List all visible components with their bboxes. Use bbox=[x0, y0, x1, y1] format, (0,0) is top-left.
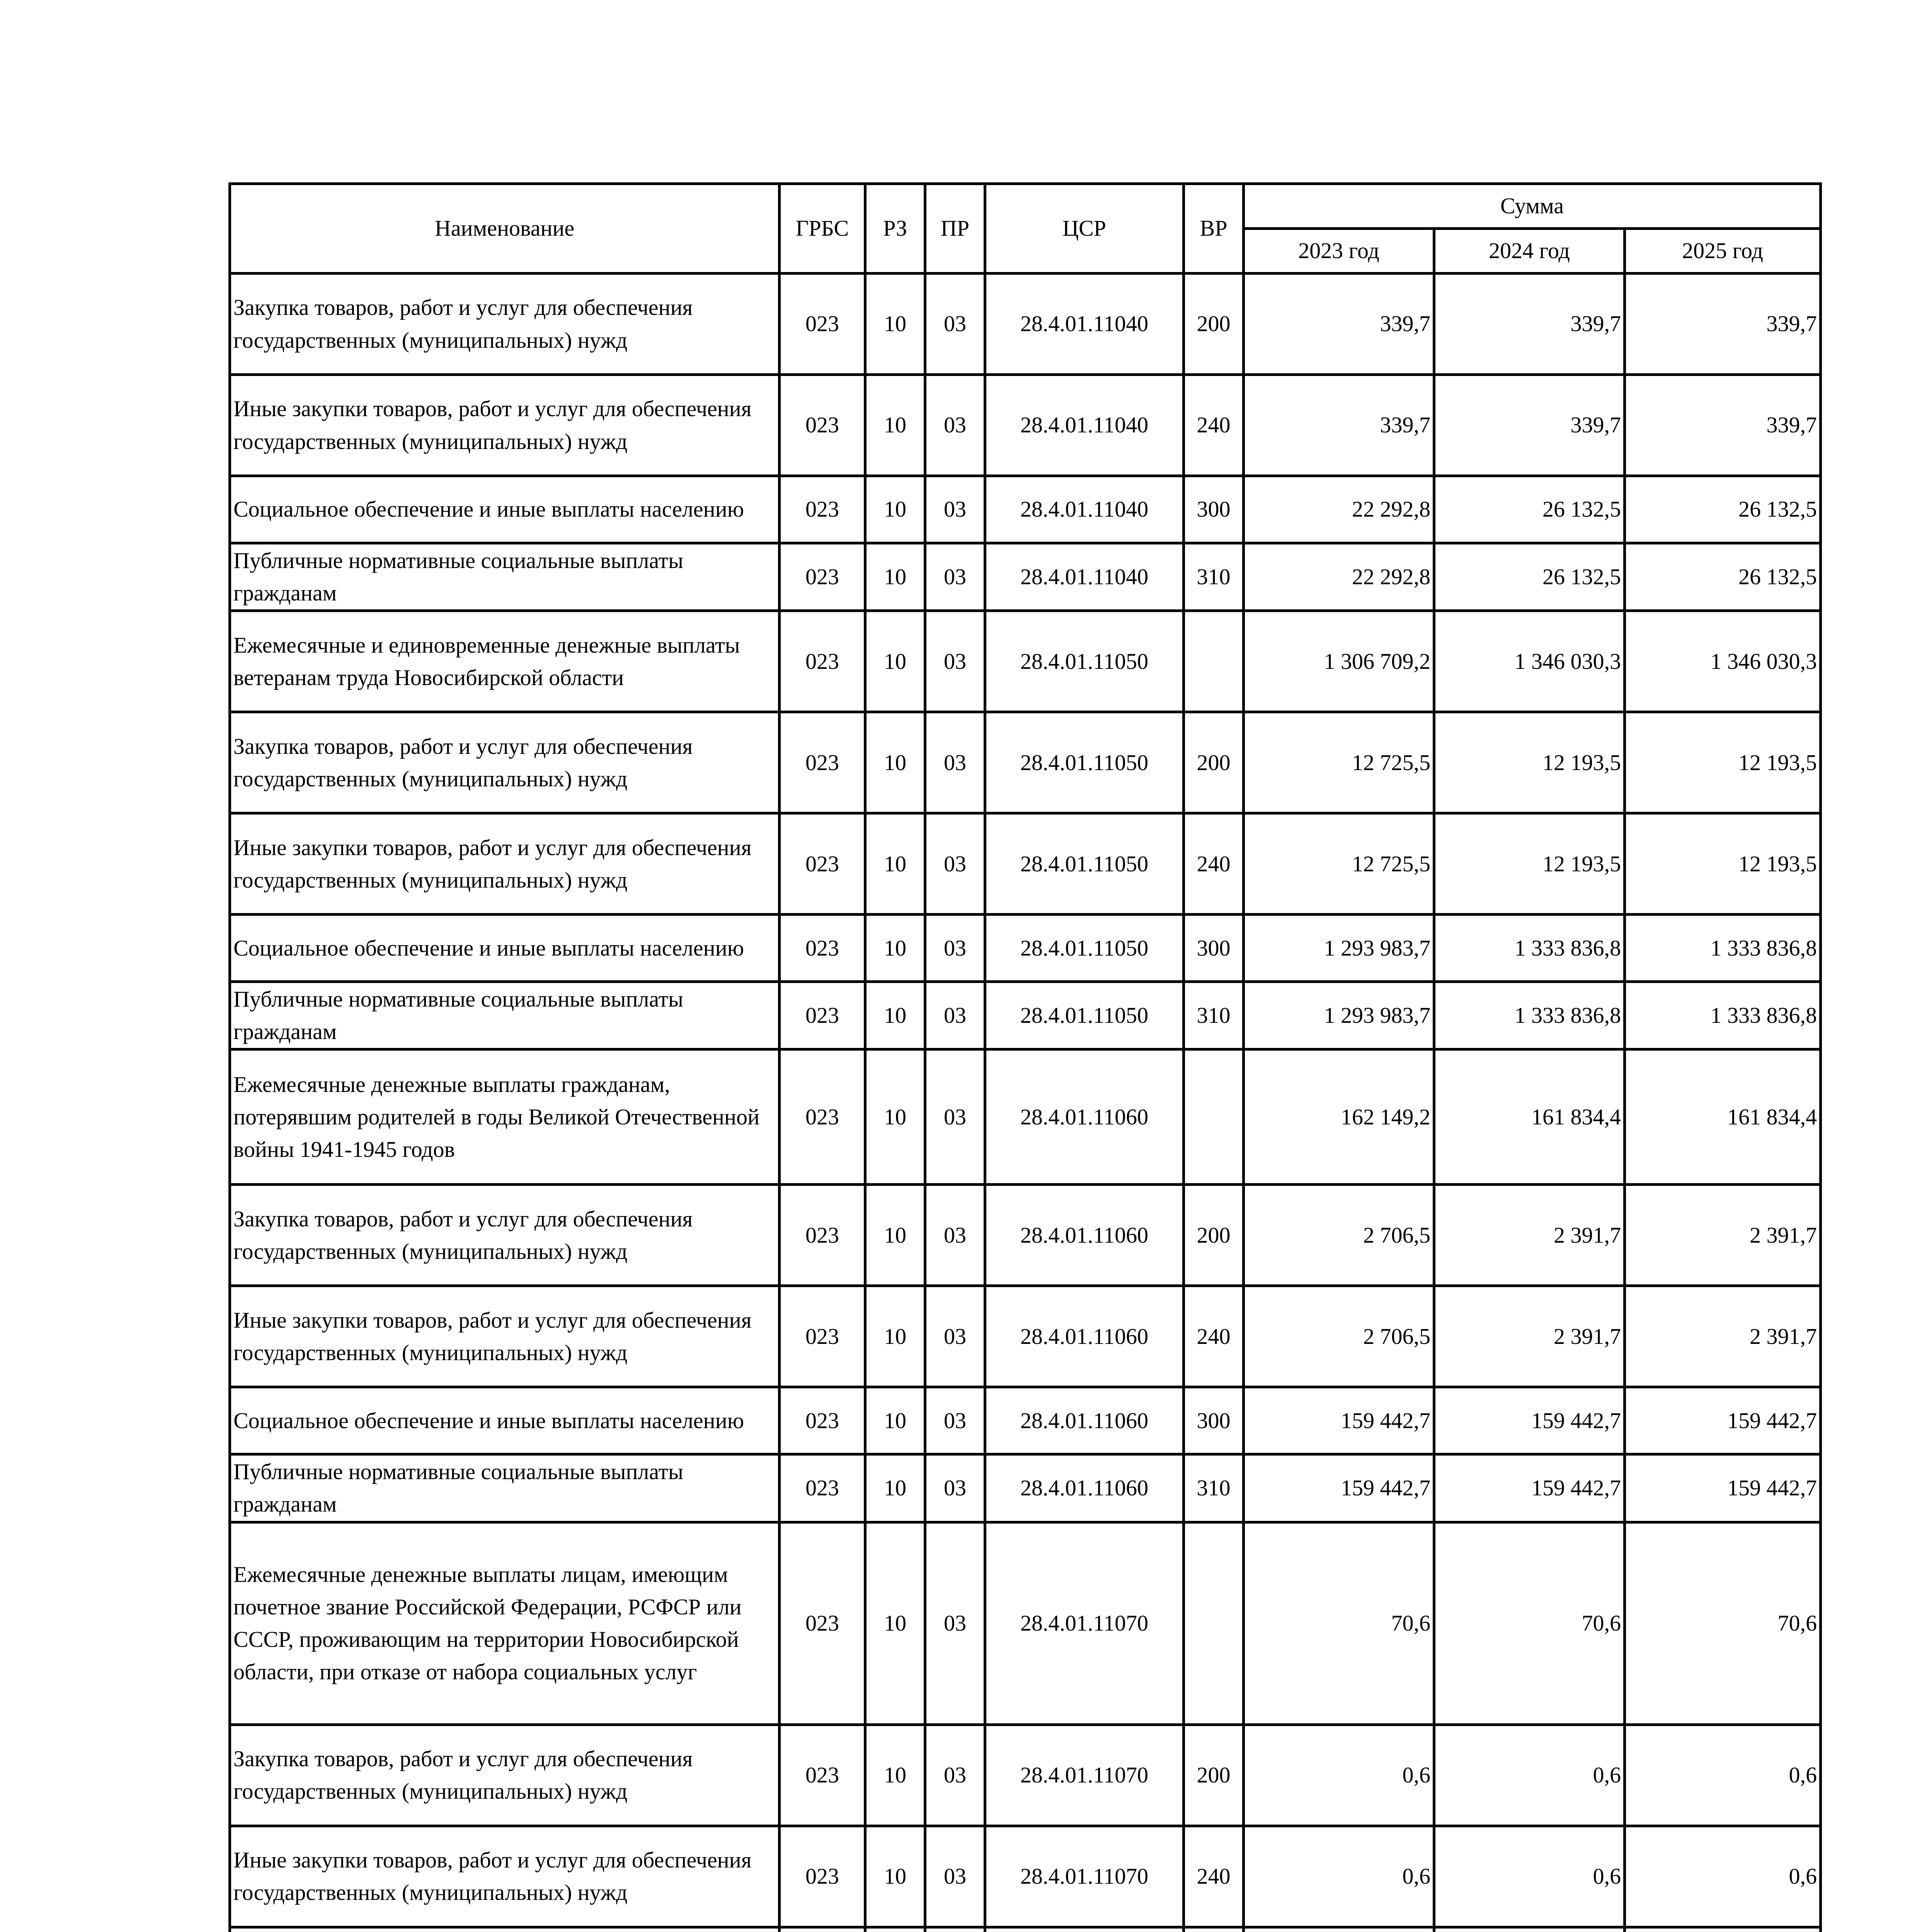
cell-vr bbox=[1184, 1522, 1244, 1725]
cell-rz: 10 bbox=[865, 1387, 925, 1454]
cell-grbs: 023 bbox=[780, 274, 865, 375]
cell-sum-2025: 26 132,5 bbox=[1625, 543, 1821, 611]
cell-sum-2024: 159 442,7 bbox=[1434, 1454, 1625, 1522]
cell-rz bbox=[865, 1927, 925, 1932]
cell-sum-2023: 1 293 983,7 bbox=[1244, 915, 1434, 982]
cell-csr: 28.4.01.11070 bbox=[985, 1826, 1184, 1927]
cell-grbs: 023 bbox=[780, 1387, 865, 1454]
cell-sum-2025: 159 442,7 bbox=[1625, 1387, 1821, 1454]
cell-name: Социальное обеспечение и иные выплаты населению bbox=[230, 1387, 780, 1454]
cell-vr: 200 bbox=[1184, 712, 1244, 813]
cell-sum-2025: 161 834,4 bbox=[1625, 1049, 1821, 1185]
header-sum: Сумма bbox=[1244, 184, 1821, 229]
cell-pr: 03 bbox=[925, 813, 985, 915]
cell-grbs: 023 bbox=[780, 915, 865, 982]
cell-name: Ежемесячные денежные выплаты лицам, имеющим почетное звание Российской Федерации, РСФСР или СССР, проживающим на территории Новосибирской области, при отказе от набора социальных услуг bbox=[230, 1522, 780, 1725]
header-vr: ВР bbox=[1184, 184, 1244, 274]
cell-sum-2023: 339,7 bbox=[1244, 375, 1434, 476]
cell-grbs: 023 bbox=[780, 712, 865, 813]
cell-name bbox=[230, 1927, 780, 1932]
cell-sum-2024: 2 391,7 bbox=[1434, 1286, 1625, 1387]
cell-pr: 03 bbox=[925, 1286, 985, 1387]
header-rz: РЗ bbox=[865, 184, 925, 274]
cell-rz: 10 bbox=[865, 712, 925, 813]
cell-sum-2024: 339,7 bbox=[1434, 274, 1625, 375]
cell-pr: 03 bbox=[925, 982, 985, 1049]
cell-name: Публичные нормативные социальные выплаты гражданам bbox=[230, 543, 780, 611]
cell-grbs: 023 bbox=[780, 1286, 865, 1387]
cell-name: Публичные нормативные социальные выплаты гражданам bbox=[230, 1454, 780, 1522]
cell-vr bbox=[1184, 611, 1244, 712]
table-row bbox=[230, 813, 1821, 915]
cell-sum-2024: 339,7 bbox=[1434, 375, 1625, 476]
cell-rz: 10 bbox=[865, 1185, 925, 1286]
cell-rz: 10 bbox=[865, 1286, 925, 1387]
header-pr: ПР bbox=[925, 184, 985, 274]
cell-sum-2023: 22 292,8 bbox=[1244, 543, 1434, 611]
cell-name: Иные закупки товаров, работ и услуг для обеспечения государственных (муниципальных) нужд bbox=[230, 813, 780, 915]
cell-sum-2025: 1 346 030,3 bbox=[1625, 611, 1821, 712]
cell-grbs: 023 bbox=[780, 1454, 865, 1522]
cell-pr: 03 bbox=[925, 611, 985, 712]
cell-vr: 310 bbox=[1184, 982, 1244, 1049]
table-body bbox=[230, 274, 1821, 1932]
table-row bbox=[230, 1454, 1821, 1522]
cell-rz: 10 bbox=[865, 611, 925, 712]
cell-sum-2024 bbox=[1434, 1927, 1625, 1932]
cell-sum-2024: 161 834,4 bbox=[1434, 1049, 1625, 1185]
cell-sum-2024: 1 346 030,3 bbox=[1434, 611, 1625, 712]
cell-csr: 28.4.01.11050 bbox=[985, 813, 1184, 915]
cell-sum-2024: 159 442,7 bbox=[1434, 1387, 1625, 1454]
cell-sum-2025: 70,6 bbox=[1625, 1522, 1821, 1725]
cell-pr: 03 bbox=[925, 1185, 985, 1286]
cell-csr: 28.4.01.11040 bbox=[985, 375, 1184, 476]
cell-sum-2024: 1 333 836,8 bbox=[1434, 982, 1625, 1049]
cell-rz: 10 bbox=[865, 982, 925, 1049]
table-row bbox=[230, 1927, 1821, 1932]
cell-vr: 240 bbox=[1184, 375, 1244, 476]
cell-csr: 28.4.01.11070 bbox=[985, 1725, 1184, 1826]
table-row bbox=[230, 1725, 1821, 1826]
cell-pr: 03 bbox=[925, 375, 985, 476]
cell-name: Иные закупки товаров, работ и услуг для обеспечения государственных (муниципальных) нужд bbox=[230, 1826, 780, 1927]
cell-vr: 240 bbox=[1184, 1286, 1244, 1387]
header-year-2025: 2025 год bbox=[1625, 229, 1821, 274]
cell-name: Иные закупки товаров, работ и услуг для обеспечения государственных (муниципальных) нужд bbox=[230, 1286, 780, 1387]
cell-sum-2023: 2 706,5 bbox=[1244, 1185, 1434, 1286]
table-row bbox=[230, 1185, 1821, 1286]
cell-sum-2023: 1 306 709,2 bbox=[1244, 611, 1434, 712]
cell-rz: 10 bbox=[865, 476, 925, 543]
header-grbs: ГРБС bbox=[780, 184, 865, 274]
cell-name: Социальное обеспечение и иные выплаты населению bbox=[230, 476, 780, 543]
cell-sum-2023: 339,7 bbox=[1244, 274, 1434, 375]
cell-sum-2025: 1 333 836,8 bbox=[1625, 915, 1821, 982]
cell-name: Закупка товаров, работ и услуг для обеспечения государственных (муниципальных) нужд bbox=[230, 1185, 780, 1286]
cell-vr: 240 bbox=[1184, 1826, 1244, 1927]
cell-sum-2025: 2 391,7 bbox=[1625, 1185, 1821, 1286]
cell-pr: 03 bbox=[925, 712, 985, 813]
cell-csr: 28.4.01.11050 bbox=[985, 982, 1184, 1049]
cell-vr: 240 bbox=[1184, 813, 1244, 915]
budget-table bbox=[228, 182, 1822, 1932]
cell-sum-2025: 0,6 bbox=[1625, 1826, 1821, 1927]
cell-csr: 28.4.01.11060 bbox=[985, 1185, 1184, 1286]
cell-pr: 03 bbox=[925, 1826, 985, 1927]
cell-sum-2025: 2 391,7 bbox=[1625, 1286, 1821, 1387]
cell-rz: 10 bbox=[865, 274, 925, 375]
header-name: Наименование bbox=[230, 184, 780, 274]
cell-sum-2023: 22 292,8 bbox=[1244, 476, 1434, 543]
cell-sum-2023: 70,6 bbox=[1244, 1522, 1434, 1725]
cell-rz: 10 bbox=[865, 1725, 925, 1826]
cell-sum-2023 bbox=[1244, 1927, 1434, 1932]
cell-csr: 28.4.01.11070 bbox=[985, 1522, 1184, 1725]
table-row bbox=[230, 915, 1821, 982]
cell-sum-2025: 339,7 bbox=[1625, 274, 1821, 375]
cell-csr: 28.4.01.11060 bbox=[985, 1286, 1184, 1387]
table-row bbox=[230, 476, 1821, 543]
cell-grbs: 023 bbox=[780, 375, 865, 476]
cell-sum-2023: 12 725,5 bbox=[1244, 813, 1434, 915]
cell-csr: 28.4.01.11040 bbox=[985, 476, 1184, 543]
cell-sum-2024: 12 193,5 bbox=[1434, 813, 1625, 915]
cell-pr: 03 bbox=[925, 1522, 985, 1725]
cell-csr: 28.4.01.11040 bbox=[985, 543, 1184, 611]
cell-csr: 28.4.01.11060 bbox=[985, 1049, 1184, 1185]
cell-rz: 10 bbox=[865, 1049, 925, 1185]
cell-vr: 310 bbox=[1184, 1454, 1244, 1522]
table-row bbox=[230, 712, 1821, 813]
cell-sum-2023: 0,6 bbox=[1244, 1725, 1434, 1826]
table-row bbox=[230, 1522, 1821, 1725]
cell-sum-2025: 1 333 836,8 bbox=[1625, 982, 1821, 1049]
cell-name: Ежемесячные денежные выплаты гражданам, потерявшим родителей в годы Великой Отечественной войны 1941-1945 годов bbox=[230, 1049, 780, 1185]
cell-csr: 28.4.01.11050 bbox=[985, 712, 1184, 813]
cell-csr bbox=[985, 1927, 1184, 1932]
cell-grbs: 023 bbox=[780, 1725, 865, 1826]
cell-sum-2025: 12 193,5 bbox=[1625, 813, 1821, 915]
cell-sum-2023: 2 706,5 bbox=[1244, 1286, 1434, 1387]
header-year-2024: 2024 год bbox=[1434, 229, 1625, 274]
cell-csr: 28.4.01.11050 bbox=[985, 915, 1184, 982]
cell-sum-2024: 1 333 836,8 bbox=[1434, 915, 1625, 982]
cell-grbs: 023 bbox=[780, 813, 865, 915]
cell-pr: 03 bbox=[925, 543, 985, 611]
cell-rz: 10 bbox=[865, 375, 925, 476]
cell-rz: 10 bbox=[865, 915, 925, 982]
table-row bbox=[230, 1387, 1821, 1454]
cell-sum-2024: 70,6 bbox=[1434, 1522, 1625, 1725]
cell-name: Закупка товаров, работ и услуг для обеспечения государственных (муниципальных) нужд bbox=[230, 712, 780, 813]
cell-name: Ежемесячные и единовременные денежные выплаты ветеранам труда Новосибирской области bbox=[230, 611, 780, 712]
cell-grbs: 023 bbox=[780, 611, 865, 712]
cell-rz: 10 bbox=[865, 1454, 925, 1522]
cell-vr: 200 bbox=[1184, 1185, 1244, 1286]
cell-sum-2025: 26 132,5 bbox=[1625, 476, 1821, 543]
cell-sum-2025: 339,7 bbox=[1625, 375, 1821, 476]
table-row bbox=[230, 1286, 1821, 1387]
cell-rz: 10 bbox=[865, 1826, 925, 1927]
cell-vr: 300 bbox=[1184, 476, 1244, 543]
cell-vr: 300 bbox=[1184, 915, 1244, 982]
cell-pr: 03 bbox=[925, 476, 985, 543]
cell-sum-2025 bbox=[1625, 1927, 1821, 1932]
cell-sum-2023: 12 725,5 bbox=[1244, 712, 1434, 813]
cell-grbs: 023 bbox=[780, 1049, 865, 1185]
cell-sum-2023: 159 442,7 bbox=[1244, 1387, 1434, 1454]
cell-pr: 03 bbox=[925, 915, 985, 982]
cell-pr: 03 bbox=[925, 274, 985, 375]
cell-pr: 03 bbox=[925, 1049, 985, 1185]
table-row bbox=[230, 1826, 1821, 1927]
cell-sum-2024: 0,6 bbox=[1434, 1725, 1625, 1826]
cell-grbs: 023 bbox=[780, 982, 865, 1049]
cell-csr: 28.4.01.11040 bbox=[985, 274, 1184, 375]
cell-rz: 10 bbox=[865, 813, 925, 915]
cell-sum-2024: 0,6 bbox=[1434, 1826, 1625, 1927]
cell-sum-2023: 162 149,2 bbox=[1244, 1049, 1434, 1185]
cell-sum-2023: 159 442,7 bbox=[1244, 1454, 1434, 1522]
cell-grbs: 023 bbox=[780, 543, 865, 611]
cell-sum-2024: 26 132,5 bbox=[1434, 543, 1625, 611]
cell-name: Иные закупки товаров, работ и услуг для обеспечения государственных (муниципальных) нужд bbox=[230, 375, 780, 476]
cell-vr: 200 bbox=[1184, 1725, 1244, 1826]
cell-sum-2023: 1 293 983,7 bbox=[1244, 982, 1434, 1049]
table-row bbox=[230, 611, 1821, 712]
table-row bbox=[230, 982, 1821, 1049]
cell-sum-2024: 12 193,5 bbox=[1434, 712, 1625, 813]
cell-csr: 28.4.01.11060 bbox=[985, 1387, 1184, 1454]
cell-sum-2024: 26 132,5 bbox=[1434, 476, 1625, 543]
cell-pr: 03 bbox=[925, 1387, 985, 1454]
cell-rz: 10 bbox=[865, 1522, 925, 1725]
cell-sum-2023: 0,6 bbox=[1244, 1826, 1434, 1927]
cell-grbs bbox=[780, 1927, 865, 1932]
cell-name: Публичные нормативные социальные выплаты гражданам bbox=[230, 982, 780, 1049]
cell-sum-2024: 2 391,7 bbox=[1434, 1185, 1625, 1286]
cell-name: Закупка товаров, работ и услуг для обеспечения государственных (муниципальных) нужд bbox=[230, 274, 780, 375]
cell-grbs: 023 bbox=[780, 1185, 865, 1286]
cell-pr bbox=[925, 1927, 985, 1932]
cell-rz: 10 bbox=[865, 543, 925, 611]
cell-pr: 03 bbox=[925, 1725, 985, 1826]
cell-grbs: 023 bbox=[780, 476, 865, 543]
cell-grbs: 023 bbox=[780, 1522, 865, 1725]
cell-sum-2025: 159 442,7 bbox=[1625, 1454, 1821, 1522]
table-row bbox=[230, 375, 1821, 476]
cell-pr: 03 bbox=[925, 1454, 985, 1522]
cell-name: Закупка товаров, работ и услуг для обеспечения государственных (муниципальных) нужд bbox=[230, 1725, 780, 1826]
table-row bbox=[230, 274, 1821, 375]
cell-grbs: 023 bbox=[780, 1826, 865, 1927]
cell-csr: 28.4.01.11060 bbox=[985, 1454, 1184, 1522]
cell-name: Социальное обеспечение и иные выплаты населению bbox=[230, 915, 780, 982]
table-row bbox=[230, 1049, 1821, 1185]
header-year-2023: 2023 год bbox=[1244, 229, 1434, 274]
cell-vr bbox=[1184, 1927, 1244, 1932]
table-row bbox=[230, 543, 1821, 611]
cell-csr: 28.4.01.11050 bbox=[985, 611, 1184, 712]
cell-vr bbox=[1184, 1049, 1244, 1185]
cell-vr: 200 bbox=[1184, 274, 1244, 375]
cell-sum-2025: 12 193,5 bbox=[1625, 712, 1821, 813]
cell-vr: 300 bbox=[1184, 1387, 1244, 1454]
cell-sum-2025: 0,6 bbox=[1625, 1725, 1821, 1826]
cell-vr: 310 bbox=[1184, 543, 1244, 611]
header-csr: ЦСР bbox=[985, 184, 1184, 274]
